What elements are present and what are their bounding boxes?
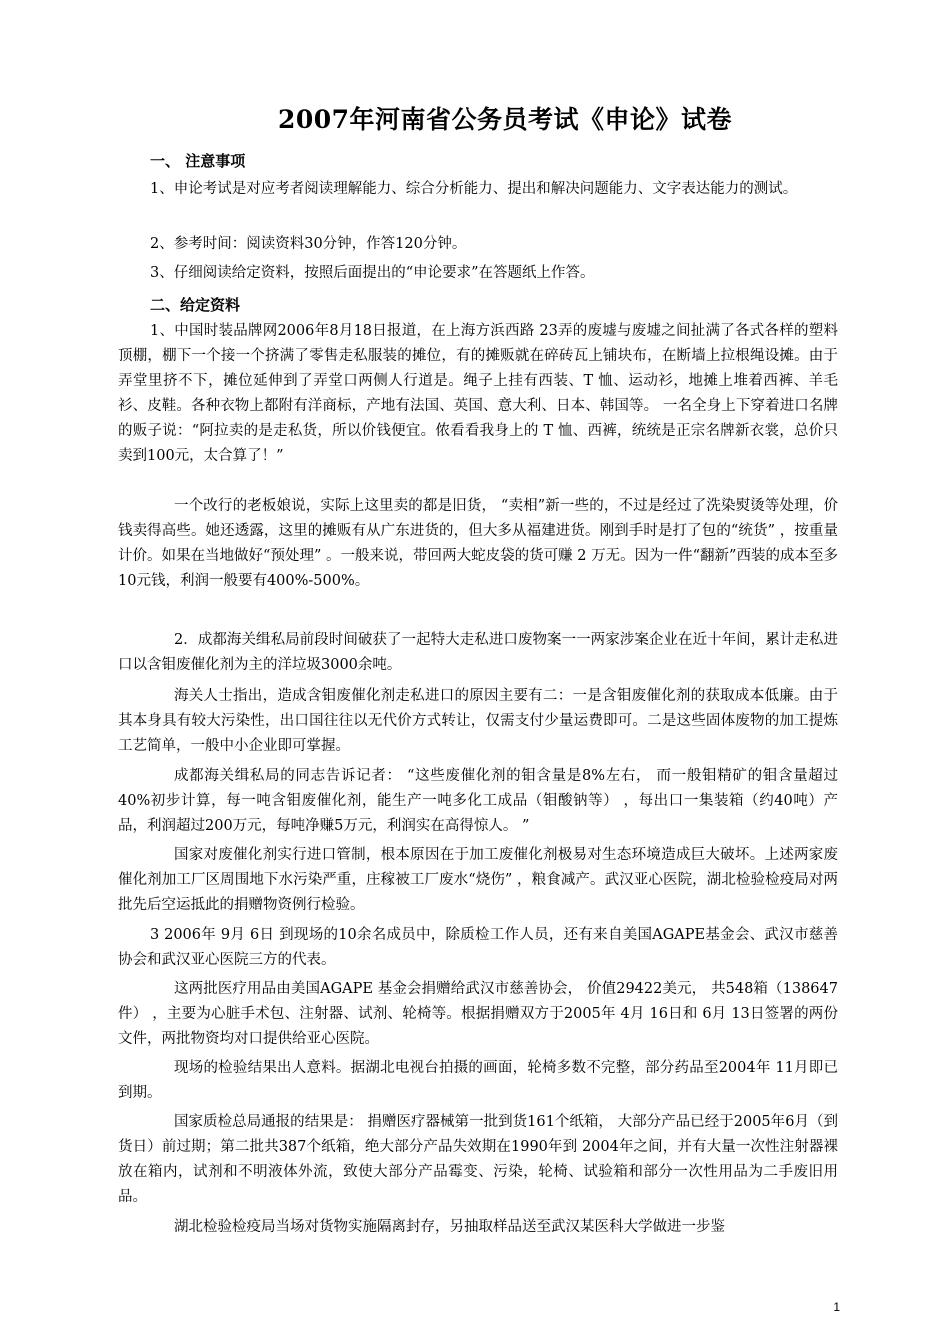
material-paragraph: 1、中国时装品牌网2006年8月18日报道，在上海方浜西路 23弄的废墟与废墟之间扯满了各式各样的塑料顶棚，棚下一个接一个挤满了零售走私服装的摊位，有的摊贩就在碎砖瓦上铺块布，在断墙上拉根绳设摊。由于弄堂里挤不下，摊位延伸到了弄堂口两侧人行道是。绳子上挂有西装、T 恤、运动衫，地摊上堆着西裤、羊毛衫、皮鞋。各种衣物上都附有洋商标，产地有法国、英国、意大利、日本、韩国等。 一名全身上下穿着进口名牌的贩子说：“阿拉卖的是走私货，所以价钱便宜。侬看看我身上的 T 恤、西裤，统统是正宗名牌新衣裳，总价只卖到100元，太合算了！” bbox=[118, 323, 838, 464]
material-paragraph: 现场的检验结果出人意料。据湖北电视台拍摄的画面，轮椅多数不完整，部分药品至2004年 11月即已到期。 bbox=[118, 1060, 838, 1101]
material-paragraph: 湖北检验检疫局当场对货物实施隔离封存，另抽取样品送至武汉某医科大学做进一步鉴 bbox=[174, 1219, 725, 1235]
material-paragraph: 这两批医疗用品由美国AGAPE 基金会捐赠给武汉市慈善协会， 价值29422美元， 共548箱（138647件） ，主要为心脏手术包、注射器、试剂、轮椅等。根据捐赠双方于2005年 4月 16日和 6月 13日签署的两份文件，两批物资均对口提供给亚心医院。 bbox=[118, 981, 838, 1047]
notice-item: 1、申论考试是对应考者阅读理解能力、综合分析能力、提出和解决问题能力、文字表达能力的测试。 bbox=[150, 181, 798, 197]
page-title: 2007年河南省公务员考试《申论》试卷 bbox=[277, 105, 733, 134]
material-paragraph: 国家对废催化剂实行进口管制，根本原因在于加工废催化剂极易对生态环境造成巨大破坏。上述两家废催化剂加工厂区周围地下水污染严重，庄稼被工厂废水“烧伤” ，粮食减产。武汉亚心医院，湖北检验检疫局对两批先后空运抵此的捐赠物资例行检验。 bbox=[118, 847, 838, 913]
section-heading-notices: 一、 注意事项 bbox=[150, 152, 246, 170]
material-paragraph: 一个改行的老板娘说，实际上这里卖的都是旧货， “卖相”新一些的，不过是经过了洗染熨烫等处理，价钱卖得高些。她还透露，这里的摊贩有从广东进货的，但大多从福建进货。刚到手时是打了包的“统货” ，按重量计价。如果在当地做好“预处理” 。一般来说，带回两大蛇皮袋的货可赚 2 万无。因为一件“翻新”西装的成本至多10元钱，利润一般要有400%-500%。 bbox=[118, 498, 838, 589]
page-number: 1 bbox=[833, 1300, 840, 1314]
material-paragraph: 海关人士指出，造成含钼废催化剂走私进口的原因主要有二：一是含钼废催化剂的获取成本低廉。由于其本身具有较大污染性，出口国往往以无代价方式转让，仅需支付少量运费即可。二是这些固体废物的加工提炼工艺简单，一般中小企业即可掌握。 bbox=[118, 688, 838, 754]
material-paragraph: 国家质检总局通报的结果是： 捐赠医疗器械第一批到货161个纸箱， 大部分产品已经于2005年6月（到货日）前过期；第二批共387个纸箱，绝大部分产品失效期在1990年到 2004年之间，并有大量一次性注射器裸放在箱内，试剂和不明液体外流，致使大部分产品霉变、污染，轮椅、试验箱和部分一次性用品为二手废旧用品。 bbox=[118, 1114, 838, 1205]
material-paragraph: 成都海关缉私局的同志告诉记者： “这些废催化剂的钼含量是8%左右， 而一般钼精矿的钼含量超过40%初步计算，每一吨含钼废催化剂，能生产一吨多化工成品（钼酸钠等） ，每出口一集装箱（约40吨）产品，利润超过200万元，每吨净赚5万元，利润实在高得惊人。 ” bbox=[118, 768, 838, 834]
material-paragraph: 3 2006年 9月 6日 到现场的10余名成员中，除质检工作人员，还有来自美国AGAPE基金会、武汉市慈善协会和武汉亚心医院三方的代表。 bbox=[118, 927, 838, 968]
material-paragraph: 2．成都海关缉私局前段时间破获了一起特大走私进口废物案一一两家涉案企业在近十年间，累计走私进口以含钼废催化剂为主的洋垃圾3000余吨。 bbox=[118, 632, 838, 673]
notice-item: 2、参考时间：阅读资料30分钟，作答120分钟。 bbox=[150, 236, 467, 252]
notice-item: 3、仔细阅读给定资料，按照后面提出的“申论要求”在答题纸上作答。 bbox=[150, 265, 595, 281]
section-heading-materials: 二、给定资料 bbox=[150, 296, 241, 314]
